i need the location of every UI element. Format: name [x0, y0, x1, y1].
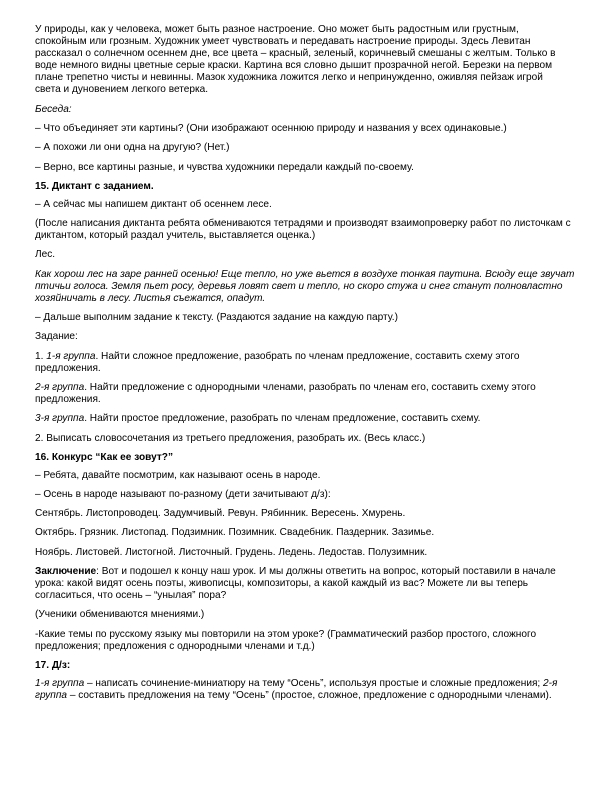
intro-line: света и дуновением легкого ветерка. [35, 84, 209, 96]
conversation-line: – А похожи ли они одна на другую? (Нет.) [35, 142, 230, 154]
month-names: Октябрь. Грязник. Листопад. Подзимник. Позимник. Свадебник. Паздерник. Зазимье. [35, 527, 435, 539]
intro-line: У природы, как у человека, может быть разное настроение. Оно может быть радостным или грустным, [35, 24, 519, 35]
group-label: группа [35, 689, 68, 701]
group-label: 1-я группа [35, 677, 85, 689]
intro-line: спокойным или грозным. Художник умеет чувствовать и передавать настроение природы. Здесь Левитан [35, 36, 531, 48]
task-group-1 [35, 351, 576, 375]
conversation-line: – Что объединяет эти картины? (Они изображают осеннюю природу и названия у всех одинаковые.) [35, 123, 507, 135]
review-line: предложения; предложения с однородными членами и т.д.) [35, 640, 315, 652]
homework-text: – составить предложения на тему “Осень” (простое, сложное, предложение с однородными членами). [67, 689, 552, 701]
group-label: 2-я [543, 677, 558, 689]
homework-paragraph [35, 678, 576, 702]
students-note: (Ученики обмениваются мнениями.) [35, 609, 205, 621]
section-16-line: – Осень в народе называют по-разному (дети зачитывают д/з): [35, 488, 331, 500]
task-label: Задание: [35, 331, 78, 343]
task-intro: – Дальше выполним задание к тексту. (Раздаются задание на каждую парту.) [35, 311, 398, 323]
review-question [35, 629, 576, 653]
group-label: 2-я группа [35, 381, 85, 393]
task-text: . Найти простое предложение, разобрать по членам предложение, составить схему. [84, 413, 481, 425]
intro-paragraph [35, 24, 576, 97]
section-16-heading: 16. Конкурс “Как ее зовут?” [35, 451, 173, 463]
section-15-heading: 15. Диктант с заданием. [35, 180, 154, 192]
conclusion-text: урока: какой видят осень поэты, живописцы, композиторы, а какой каждый из вас? Можете ли вы теперь [35, 578, 529, 590]
note-line: (После написания диктанта ребята обмениваются тетрадями и производят взаимопроверку работ по листочкам с [35, 217, 571, 229]
dictation-line: хозяйничать в лесу. Листья съежатся, опадут. [35, 292, 266, 304]
dictation-line: птичьи голоса. Земля пьет росу, деревья ловят свет и тепло, но скоро стужа и снег станут полновластно [35, 280, 563, 292]
review-line: -Какие темы по русскому языку мы повторили на этом уроке? (Грамматический разбор простого, сложного [35, 628, 537, 640]
conclusion-label: Заключение [35, 565, 97, 577]
task-text: . Найти предложение с однородными членами, разобрать по членам его, составить схему этого [84, 381, 536, 393]
conclusion-paragraph [35, 566, 576, 602]
intro-line: плане трепетно чисты и невинны. Мазок художника ложится легко и непринужденно, оживляя пейзаж игрой [35, 72, 543, 84]
task-item-2: 2. Выписать словосочетания из третьего предложения, разобрать их. (Весь класс.) [35, 432, 426, 444]
task-text: . Найти сложное предложение, разобрать по членам предложение, составить схему этого [95, 350, 520, 362]
conversation-label: Беседа: [35, 103, 72, 115]
task-text: предложения. [35, 394, 101, 405]
dictation-line: Как хорош лес на заре ранней осенью! Еще тепло, но уже вьется в воздухе тонкая паутина. Всюду еще звучат [35, 268, 575, 280]
month-names: Ноябрь. Листовей. Листогной. Листочный. Грудень. Ледень. Ледостав. Полузимник. [35, 546, 428, 558]
dictation-text [35, 269, 576, 305]
task-number: 1. [35, 350, 47, 362]
section-15-line: – А сейчас мы напишем диктант об осеннем лесе. [35, 198, 272, 210]
conclusion-text: : Вот и подошел к концу наш урок. И мы должны ответить на вопрос, который поставили в начале [96, 565, 556, 577]
group-label: 3-я группа [35, 413, 85, 425]
section-15-note [35, 218, 576, 242]
conversation-line: – Верно, все картины разные, и чувства художники передали каждый по-своему. [35, 161, 414, 173]
conclusion-text: согласиться, что осень – “унылая” пора? [35, 590, 227, 602]
intro-line: рассказал о солнечном осеннем дне, все цвета – красный, зеленый, коричневый смешаны с желтым. Только в [35, 48, 556, 60]
month-names: Сентябрь. Листопроводец. Задумчивый. Ревун. Рябинник. Вересень. Хмурень. [35, 508, 406, 520]
task-text: предложения. [35, 362, 101, 374]
group-label: 1-я группа [46, 350, 96, 362]
dictation-title: Лес. [35, 249, 56, 261]
section-16-line: – Ребята, давайте посмотрим, как называют осень в народе. [35, 469, 321, 481]
intro-line: воде немного видны цветные серые краски. Картина вся словно дышит прозрачной негой. Березки на первом [35, 60, 553, 72]
note-line: диктантом, который раздал учитель, выставляется оценка.) [35, 229, 316, 241]
homework-text: – написать сочинение-миниатюру на тему “Осень”, используя простые и сложные предложения; [84, 677, 544, 689]
section-17-heading: 17. Д/з: [35, 660, 71, 672]
task-group-2 [35, 382, 576, 406]
task-group-3 [35, 413, 576, 425]
